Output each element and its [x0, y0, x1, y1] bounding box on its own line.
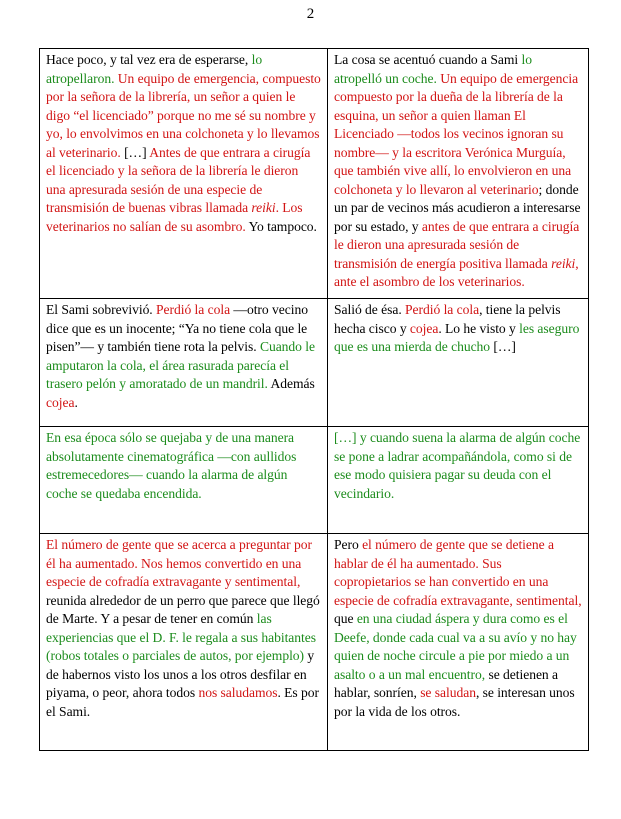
text-segment: Además [267, 376, 315, 391]
text-segment: Un equipo de emergencia, compuesto por la señora de la librería, un señor a quien le digo “el licenciado” porque no me sé su nombre y yo, lo envolvimos en una colchoneta y lo llevamos al veterinario. [46, 70, 321, 160]
text-segment: . Es por el Sami. [46, 685, 319, 719]
text-segment: Cuando le amputaron la cola, el área rasurada parecía el trasero pelón y amoratado de un mandril. [46, 339, 315, 391]
text-segment: se saludan [420, 685, 476, 700]
text-segment: Un equipo de emergencia compuesto por la dueña de la librería de la esquina, un señor a quien llaman El Licenciado —todos los vecinos ignoran su nombre— y la escritora Verónica Murguía, que también vive allí, lo envolvieron en una colchoneta y lo llevaron al veterinario [334, 70, 579, 197]
text-segment: El número de gente que se acerca a preguntar por él ha aumentado. Nos hemos convertido en una especie de cofradía extravagante y sentimental, [46, 537, 312, 589]
text-segment: ; donde un par de vecinos más acudieron a interesarse por su estado, y [334, 181, 581, 234]
table-cell-original [40, 534, 328, 751]
text-segment: La cosa se acentuó cuando a Sami [334, 52, 522, 67]
text-segment: las experiencias que el D. F. le regala a sus habitantes (robos totales o parciales de autos, por ejemplo) [46, 611, 316, 663]
text-segment: El Sami sobrevivió. [46, 302, 157, 317]
text-segment: En esa época sólo se quejaba y de una manera absolutamente cinematográfica —con aullidos estremecedores— cuando la alarma de algún coche se quedaba encendida. [46, 430, 297, 501]
text-segment: , tiene la pelvis hecha cisco y [334, 302, 561, 336]
text-segment: Yo tampoco. [245, 218, 317, 234]
text-segment: Hace poco, y tal vez era de esperarse, [46, 52, 252, 67]
table-cell-original [40, 427, 328, 534]
text-segment: reiki [251, 200, 276, 215]
text-segment: les aseguro que es una mierda de chucho [334, 320, 580, 354]
text-segment: cojea [409, 320, 439, 336]
text-segment: , ante el asombro de los veterinarios. [334, 255, 579, 289]
text-segment: nos saludamos [198, 685, 278, 700]
text-segment: […] [490, 339, 516, 354]
text-segment: […] y cuando suena la alarma de algún coche se pone a ladrar acompañándola, como si de ese modo quisiera pagar su deuda con el vecindario. [334, 430, 581, 501]
text-segment: . [74, 394, 78, 410]
text-segment: se detienen a hablar, sonríen, [334, 666, 559, 700]
text-segment: reiki [551, 255, 576, 271]
text-segment: y de habernos visto los unos a los otros desfilar en piyama, o peor, ahora todos [46, 648, 315, 700]
text-segment: Salió de ésa. [334, 302, 406, 317]
table-cell-adapted [328, 299, 589, 427]
text-segment: lo atropellaron. [46, 52, 263, 86]
table-cell-adapted [328, 427, 589, 534]
table-cell-adapted [328, 49, 589, 299]
text-segment: , se interesan unos por la vida de los otros. [334, 685, 575, 719]
text-segment: antes de que entrara a cirugía le dieron una apresurada sesión de transmisión de energía positiva llamada [334, 218, 580, 271]
text-segment: lo atropelló un coche. [334, 52, 532, 86]
comparison-table [39, 48, 589, 751]
table-cell-adapted [328, 534, 589, 751]
text-segment: el número de gente que se detiene a hablar de él ha aumentado. Sus copropietarios se han convertido en una especie de cofradía extravagante, sentimental, [334, 537, 582, 608]
text-segment: que [334, 611, 357, 626]
table-row [40, 299, 589, 427]
table-cell-original [40, 299, 328, 427]
text-segment: […] [120, 144, 150, 160]
text-segment: Perdió la cola [405, 302, 480, 317]
text-segment: —otro vecino dice que es un inocente; “Ya no tiene cola que le pisen”— y también tiene rota la pelvis. [46, 302, 308, 354]
table-row [40, 427, 589, 534]
text-segment: en una ciudad áspera y dura como es el Deefe, donde cada cual va a su avío y no hay quien de noche circule a pie por miedo a un asalto o a un mal encuentro, [334, 611, 577, 682]
text-segment: Pero [334, 537, 363, 552]
page-number: 2 [306, 6, 315, 22]
table-row [40, 534, 589, 751]
text-segment: . Lo he visto y [438, 320, 520, 336]
text-segment: reunida alrededor de un perro que parece que llegó de Marte. Y a pesar de tener en común [46, 592, 320, 626]
text-segment: . Los veterinarios no salían de su asombro. [46, 200, 303, 234]
text-segment: cojea [46, 394, 75, 410]
table-cell-original [40, 49, 328, 299]
text-segment: Perdió la cola [156, 302, 231, 317]
text-segment: Antes de que entrara a cirugía el licenciado y la señora de la librería le dieron una apresurada sesión de una especie de transmisión de buenas vibras llamada [46, 144, 311, 215]
table-row [40, 49, 589, 299]
